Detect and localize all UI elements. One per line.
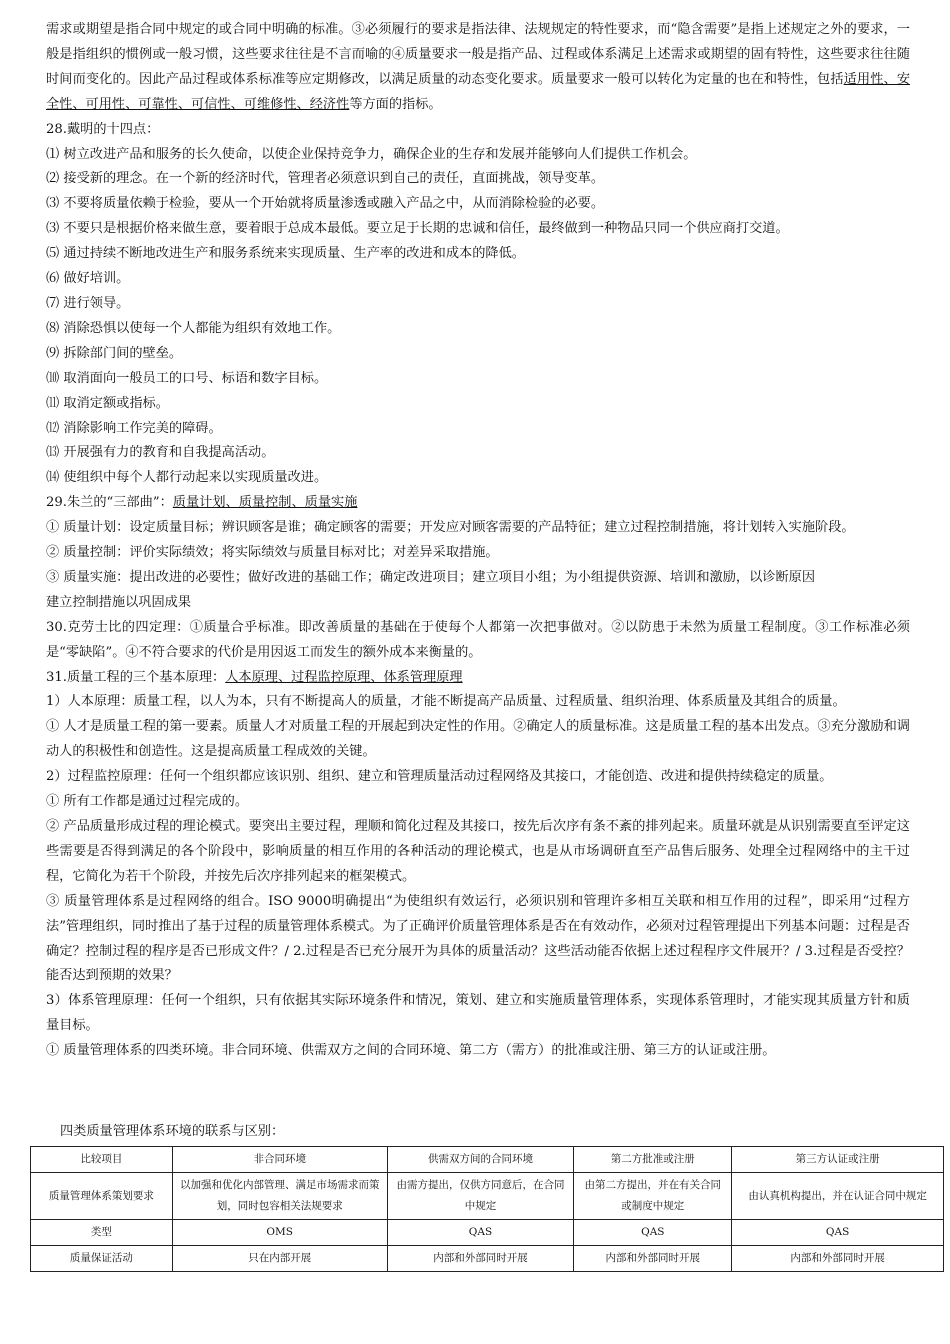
process-detail-3: ③ 质量管理体系是过程网络的组合。ISO 9000明确提出“为使组织有效运行，必须识别和管理许多相互关联和相互作用的过程”，即采用“过程方法”管理组织，同时推出了基于过程的质量管理体系模式。为了正确评价质量管理体系是否在有效动作，必须对过程管理提出下列基本问题：过程是否确定？控制过程的程序是否已形成文件？/ 2.过程是否已充分展开为具体的质量活动？这些活动能否依据上述过程程序文件展开？/ 3.过程是否受控？能否达到预期的效果？ [46,893,910,984]
heading-29: 29.朱兰的“三部曲”：质量计划、质量控制、质量实施 [46,495,358,511]
process-detail-2: ② 产品质量形成过程的理论模式。要突出主要过程，理顺和简化过程及其接口，按先后次序有条不紊的排列起来。质量环就是从识别需要直至评定这些需要是否得到满足的各个阶段中，影响质量的相互作用的各种活动的理论模式，也是从市场调研直至产品售后服务、处理全过程网络中的主干过程，它简化为若干个阶段，并按先后次序排列起来的框架模式。 [46,819,910,884]
table-cell: 只在内部开展 [172,1246,387,1272]
table-header-row [31,1147,944,1173]
table-row [31,1246,944,1272]
process-monitoring-principle: 2）过程监控原理：任何一个组织都应该识别、组织、建立和管理质量活动过程网络及其接口，才能创造、改进和提供持续稳定的质量。 [46,769,833,785]
table-header-cell: 比较项目 [31,1147,173,1173]
table-cell: 类型 [31,1220,173,1246]
system-detail-1: ① 质量管理体系的四类环境。非合同环境、供需双方之间的合同环境、第二方（需方）的批准或注册、第三方的认证或注册。 [46,1043,776,1059]
deming-point-1: ⑴ 树立改进产品和服务的长久使命，以使企业保持竞争力，确保企业的生存和发展并能够向人们提供工作机会。 [46,146,697,162]
deming-point-9: ⑼ 拆除部门间的壁垒。 [46,345,183,361]
heading-28: 28.戴明的十四点： [46,121,160,137]
table-cell: 质量保证活动 [31,1246,173,1272]
table-cell: QAS [732,1220,944,1246]
crosby-four-theorems: 30.克劳士比的四定理：①质量合乎标准。即改善质量的基础在于使每个人都第一次把事做对。②以防患于未然为质量工程制度。③工作标准必须是“零缺陷”。④不符合要求的代价是用因返工而发生的额外成本来衡量的。 [46,619,910,660]
table-header-cell: 非合同环境 [172,1147,387,1173]
deming-point-13: ⒀ 开展强有力的教育和自我提高活动。 [46,445,275,461]
human-principle: 1）人本原理：质量工程，以人为本，只有不断提高人的质量，才能不断提高产品质量、过程质量、组织治理、体系质量及其组合的质量。 [46,694,846,710]
quality-attributes-underlined: 适用性、安全性、可用性、可靠性、可信性、可维修性、经济性 [46,71,911,112]
deming-point-12: ⑿ 消除影响工作完美的障碍。 [46,420,222,436]
table-row [31,1173,944,1220]
comparison-table [30,1146,944,1272]
table-cell: 由认真机构提出，并在认证合同中规定 [732,1173,944,1220]
table-cell: 质量管理体系策划要求 [31,1173,173,1220]
deming-point-7: ⑺ 进行领导。 [46,295,130,311]
deming-point-14: ⒁ 使组织中每个人都行动起来以实现质量改进。 [46,470,328,486]
table-cell: QAS [387,1220,574,1246]
process-detail-1: ① 所有工作都是通过过程完成的。 [46,794,249,810]
paragraph-quality-requirements: 需求或期望是指合同中规定的或合同中明确的标准。③必须履行的要求是指法律、法规规定的特性要求，而“隐含需要”是指上述规定之外的要求，一般是指组织的惯例或一般习惯，这些要求往往是不言而喻的④质量要求一般是指产品、过程或体系满足上述需求或期望的固有特性，这些要求往往随时间而变化的。因此产品过程或体系标准等应定期修改，以满足质量的动态变化要求。质量要求一般可以转化为定量的也在和特性，包括适用性、安全性、可用性、可靠性、可信性、可维修性、经济性等方面的指标。 [46,22,911,112]
table-cell: 内部和外部同时开展 [732,1246,944,1272]
juran-quality-control: ② 质量控制：评价实际绩效；将实际绩效与质量目标对比；对差异采取措施。 [46,545,499,561]
deming-point-3: ⑶ 不要将质量依赖于检验，要从一个开始就将质量渗透或融入产品之中，从而消除检验的必要。 [46,196,605,212]
juran-quality-implementation: ③ 质量实施：提出改进的必要性；做好改进的基础工作；确定改进项目；建立项目小组；为小组提供资源、培训和激励，以诊断原因 [46,569,816,585]
system-management-principle: 3）体系管理原理：任何一个组织，只有依据其实际环境条件和情况，策划、建立和实施质量管理体系，实现体系管理时，才能实现其质量方针和质量目标。 [46,993,910,1034]
juran-quality-implementation-cont: 建立控制措施以巩固成果 [46,594,192,610]
deming-point-11: ⑾ 取消定额或指标。 [46,395,169,411]
table-header-cell: 供需双方间的合同环境 [387,1147,574,1173]
table-cell: 内部和外部同时开展 [574,1246,732,1272]
deming-point-2: ⑵ 接受新的理念。在一个新的经济时代，管理者必须意识到自己的责任，直面挑战，领导变革。 [46,171,605,187]
table-cell: 以加强和优化内部管理、满足市场需求而策划，同时包容相关法规要求 [172,1173,387,1220]
human-principle-detail: ① 人才是质量工程的第一要素。质量人才对质量工程的开展起到决定性的作用。②确定人的质量标准。这是质量工程的基本出发点。③充分激励和调动人的积极性和创造性。这是提高质量工程成效的关键。 [46,719,910,760]
deming-point-4: ⑶ 不要只是根据价格来做生意，要着眼于总成本最低。要立足于长期的忠诚和信任，最终做到一种物品只同一个供应商打交道。 [46,221,789,237]
deming-point-5: ⑸ 通过持续不断地改进生产和服务系统来实现质量、生产率的改进和成本的降低。 [46,246,525,262]
juran-quality-planning: ① 质量计划：设定质量目标；辨识顾客是谁；确定顾客的需要；开发应对顾客需要的产品特征；建立过程控制措施，将计划转入实施阶段。 [46,520,855,536]
table-header-cell: 第二方批准或注册 [574,1147,732,1173]
table-caption: 四类质量管理体系环境的联系与区别： [60,1124,285,1139]
deming-point-6: ⑹ 做好培训。 [46,271,130,287]
table-cell: 由第二方提出，并在有关合同或制度中规定 [574,1173,732,1220]
table-cell: OMS [172,1220,387,1246]
document-body [46,18,910,1064]
deming-point-8: ⑻ 消除恐惧以使每一个人都能为组织有效地工作。 [46,320,341,336]
heading-31: 31.质量工程的三个基本原理：人本原理、过程监控原理、体系管理原理 [46,669,463,685]
table-row [31,1220,944,1246]
table-cell: 内部和外部同时开展 [387,1246,574,1272]
table-cell: QAS [574,1220,732,1246]
table-cell: 由需方提出，仅供方同意后，在合同中规定 [387,1173,574,1220]
deming-point-10: ⑽ 取消面向一般员工的口号、标语和数字目标。 [46,370,328,386]
table-header-cell: 第三方认证或注册 [732,1147,944,1173]
